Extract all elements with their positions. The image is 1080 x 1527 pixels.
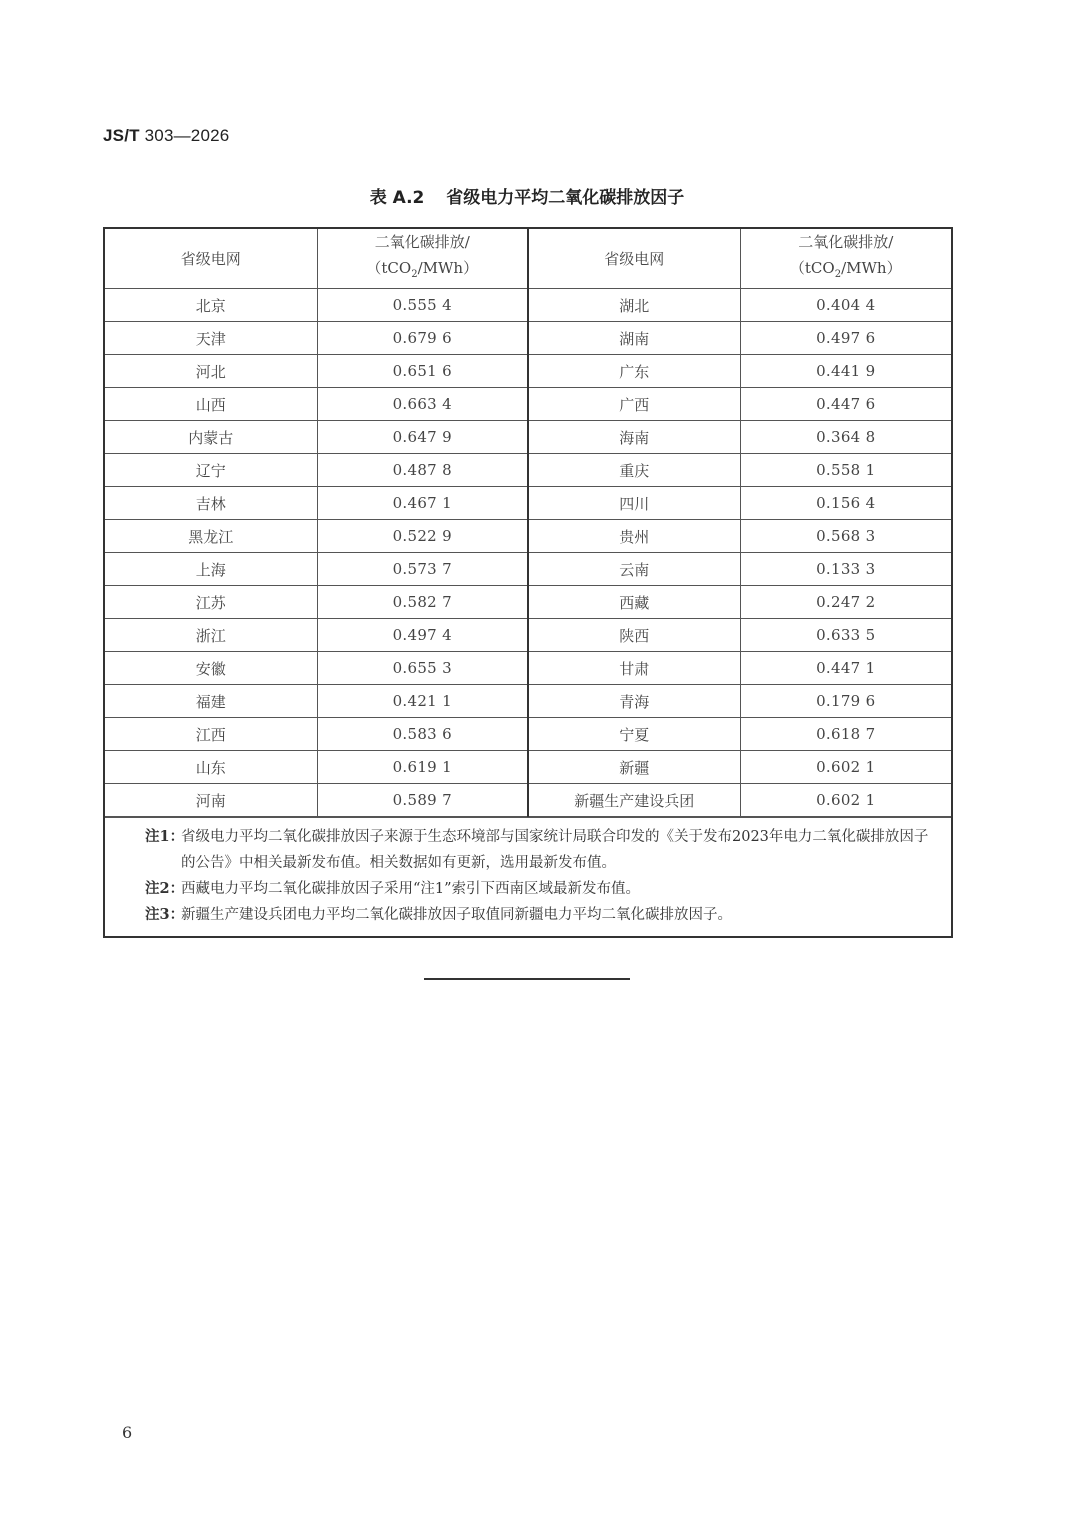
province-name: 山东	[105, 751, 317, 784]
province-name: 山西	[105, 388, 317, 421]
province-name: 安徽	[105, 652, 317, 685]
table-row	[105, 388, 951, 421]
column-header-grid-left: 省级电网	[105, 229, 317, 289]
emission-factor-value: 0.179 6	[740, 685, 951, 718]
standard-code: JS/T	[103, 126, 140, 145]
standard-number: 303—2026	[144, 126, 230, 145]
emission-factor-value: 0.633 5	[740, 619, 951, 652]
emission-factor-value: 0.156 4	[740, 487, 951, 520]
province-name: 上海	[105, 553, 317, 586]
emission-factor-value: 0.618 7	[740, 718, 951, 751]
standard-header	[103, 126, 229, 146]
province-name: 青海	[528, 685, 740, 718]
province-name: 新疆生产建设兵团	[528, 784, 740, 817]
table-number: 表 A.2	[369, 188, 425, 208]
note-label: 注2：	[145, 880, 185, 897]
table-row	[105, 289, 951, 322]
emission-factor-value: 0.619 1	[317, 751, 528, 784]
province-name: 广东	[528, 355, 740, 388]
province-name: 河北	[105, 355, 317, 388]
province-name: 云南	[528, 553, 740, 586]
emission-factor-value: 0.583 6	[317, 718, 528, 751]
emission-factor-value: 0.582 7	[317, 586, 528, 619]
emission-factor-value: 0.655 3	[317, 652, 528, 685]
note-2	[145, 876, 941, 902]
emission-factor-value: 0.663 4	[317, 388, 528, 421]
note-label: 注3：	[145, 906, 185, 923]
table-title-text: 省级电力平均二氧化碳排放因子	[446, 188, 685, 208]
table-row	[105, 718, 951, 751]
factor-header-line1: 二氧化碳排放/	[374, 233, 470, 251]
emission-factor-value: 0.447 6	[740, 388, 951, 421]
note-3	[145, 902, 941, 928]
table-row	[105, 454, 951, 487]
table-row	[105, 553, 951, 586]
province-name: 海南	[528, 421, 740, 454]
province-name: 辽宁	[105, 454, 317, 487]
page-number: 6	[122, 1423, 133, 1442]
emission-factor-value: 0.404 4	[740, 289, 951, 322]
table-title	[0, 183, 1054, 208]
note-1	[145, 824, 941, 876]
province-name: 四川	[528, 487, 740, 520]
province-name: 宁夏	[528, 718, 740, 751]
table-row	[105, 652, 951, 685]
table-row	[105, 421, 951, 454]
province-name: 重庆	[528, 454, 740, 487]
province-name: 福建	[105, 685, 317, 718]
factor-unit: （tCO$_2$/MWh）	[789, 259, 902, 280]
emission-factor-value: 0.679 6	[317, 322, 528, 355]
emission-factor-value: 0.364 8	[740, 421, 951, 454]
province-name: 湖南	[528, 322, 740, 355]
table-row	[105, 619, 951, 652]
table-row	[105, 586, 951, 619]
province-name: 河南	[105, 784, 317, 817]
emission-factor-value: 0.497 4	[317, 619, 528, 652]
note-text: 新疆生产建设兵团电力平均二氧化碳排放因子取值同新疆电力平均二氧化碳排放因子。	[181, 907, 732, 923]
emission-factor-value: 0.555 4	[317, 289, 528, 322]
province-name: 北京	[105, 289, 317, 322]
emission-factor-value: 0.602 1	[740, 751, 951, 784]
emission-factor-value: 0.467 1	[317, 487, 528, 520]
emission-factor-value: 0.522 9	[317, 520, 528, 553]
column-header-grid-right: 省级电网	[528, 229, 740, 289]
province-name: 吉林	[105, 487, 317, 520]
column-header-factor-right	[740, 229, 951, 289]
table-row	[105, 784, 951, 817]
emission-factor-value: 0.497 6	[740, 322, 951, 355]
emission-factor-value: 0.487 8	[317, 454, 528, 487]
province-name: 西藏	[528, 586, 740, 619]
emission-factor-value: 0.589 7	[317, 784, 528, 817]
emission-factor-value: 0.568 3	[740, 520, 951, 553]
table-row	[105, 685, 951, 718]
province-name: 黑龙江	[105, 520, 317, 553]
province-name: 新疆	[528, 751, 740, 784]
emission-factor-value: 0.558 1	[740, 454, 951, 487]
emission-factor-value: 0.133 3	[740, 553, 951, 586]
province-name: 广西	[528, 388, 740, 421]
province-name: 贵州	[528, 520, 740, 553]
end-rule	[424, 978, 630, 980]
emission-factor-value: 0.602 1	[740, 784, 951, 817]
emission-factor-value: 0.651 6	[317, 355, 528, 388]
province-name: 浙江	[105, 619, 317, 652]
province-name: 内蒙古	[105, 421, 317, 454]
table-body	[105, 289, 951, 817]
table-header-row	[105, 229, 951, 289]
table-row	[105, 520, 951, 553]
note-label: 注1：	[145, 828, 185, 845]
factor-header-line1: 二氧化碳排放/	[798, 233, 894, 251]
column-header-factor-left	[317, 229, 528, 289]
province-name: 陕西	[528, 619, 740, 652]
table-row	[105, 751, 951, 784]
table-row	[105, 322, 951, 355]
note-text: 西藏电力平均二氧化碳排放因子采用“注1”索引下西南区域最新发布值。	[181, 881, 641, 897]
emission-factor-value: 0.421 1	[317, 685, 528, 718]
factor-unit: （tCO$_2$/MWh）	[366, 259, 479, 280]
emission-factor-value: 0.647 9	[317, 421, 528, 454]
emission-factor-value: 0.573 7	[317, 553, 528, 586]
emission-factor-value: 0.447 1	[740, 652, 951, 685]
province-name: 湖北	[528, 289, 740, 322]
province-name: 江西	[105, 718, 317, 751]
emission-factor-value: 0.441 9	[740, 355, 951, 388]
emission-factor-table	[103, 227, 953, 938]
note-text: 省级电力平均二氧化碳排放因子来源于生态环境部与国家统计局联合印发的《关于发布2023年电力二氧化碳排放因子的公告》中相关最新发布值。相关数据如有更新，选用最新发布值。	[181, 829, 929, 871]
province-name: 天津	[105, 322, 317, 355]
province-name: 江苏	[105, 586, 317, 619]
table-row	[105, 487, 951, 520]
emission-factor-value: 0.247 2	[740, 586, 951, 619]
province-name: 甘肃	[528, 652, 740, 685]
table-row	[105, 355, 951, 388]
data-table	[105, 229, 951, 817]
table-notes	[105, 817, 951, 936]
